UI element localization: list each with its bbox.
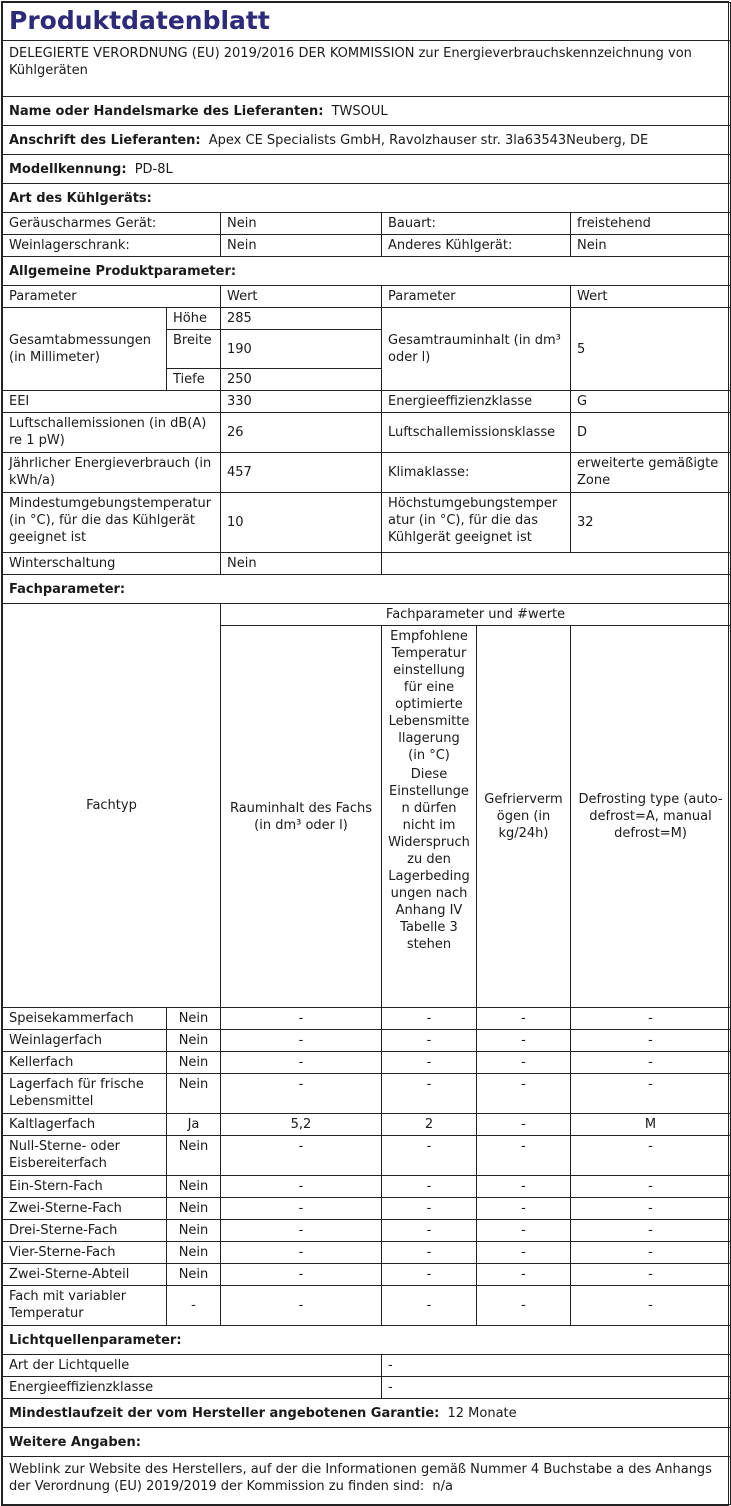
compartment-row (3, 1176, 731, 1198)
appliance-type-value: freistehend (571, 213, 731, 235)
compartment-temp: - (382, 1052, 477, 1074)
col-header-parameter: Parameter (3, 286, 221, 308)
compartment-defrost: - (571, 1136, 731, 1176)
dim-width-label: Breite (167, 330, 221, 369)
energy-class-label: Energieeffizienzklasse (382, 391, 571, 413)
compartment-row (3, 1242, 731, 1264)
compartment-volume: - (221, 1074, 382, 1114)
supplier-address-label: Anschrift des Lieferanten: (9, 132, 201, 148)
dim-height-label: Höhe (167, 308, 221, 330)
compartment-row (3, 1114, 731, 1136)
energy-consumption-label: Jährlicher Energieverbrauch (in kWh/a) (3, 453, 221, 493)
compartment-freeze: - (477, 1242, 571, 1264)
compartment-defrost: M (571, 1114, 731, 1136)
compartment-row (3, 1074, 731, 1114)
compartment-temp: - (382, 1264, 477, 1286)
compartment-name: Null-Sterne- oder Eisbereiterfach (3, 1136, 167, 1176)
compartment-volume: - (221, 1220, 382, 1242)
further-value: n/a (432, 1479, 453, 1494)
compartment-volume: - (221, 1052, 382, 1074)
dim-width-value: 190 (221, 330, 382, 369)
appliance-type-heading: Art des Kühlgeräts: (3, 184, 731, 213)
compartment-temp: 2 (382, 1114, 477, 1136)
compartment-present: Nein (167, 1220, 221, 1242)
compartment-defrost: - (571, 1286, 731, 1326)
light-type-value: - (382, 1355, 731, 1377)
compartment-temp: - (382, 1074, 477, 1114)
compartment-freeze: - (477, 1074, 571, 1114)
compartment-defrost: - (571, 1220, 731, 1242)
total-volume-value: 5 (571, 308, 731, 391)
col-defrost-header: Defrosting type (auto-defrost=A, manual defrost=M) (571, 626, 731, 1008)
compartment-row (3, 1030, 731, 1052)
further-heading: Weitere Angaben: (3, 1428, 731, 1457)
compartment-freeze: - (477, 1114, 571, 1136)
compartment-temp: - (382, 1030, 477, 1052)
compartment-name: Speisekammerfach (3, 1008, 167, 1030)
compartment-row (3, 1008, 731, 1030)
light-heading: Lichtquellenparameter: (3, 1326, 731, 1355)
energy-consumption-value: 457 (221, 453, 382, 493)
compartment-name: Ein-Stern-Fach (3, 1176, 167, 1198)
light-class-value: - (382, 1377, 731, 1399)
appliance-type-label: Weinlagerschrank: (3, 235, 221, 257)
col-temp-header-a: Empfohlene Temperatureinstellung für eine optimierte Lebensmittellagerung (in °C) (388, 629, 470, 763)
climate-class-label: Klimaklasse: (382, 453, 571, 493)
compartment-present: - (167, 1286, 221, 1326)
noise-class-label: Luftschallemissionsklasse (382, 413, 571, 453)
appliance-type-value: Nein (571, 235, 731, 257)
light-type-label: Art der Lichtquelle (3, 1355, 382, 1377)
dimensions-label: Gesamtabmessungen (in Millimeter) (3, 308, 167, 391)
compartment-present: Nein (167, 1242, 221, 1264)
appliance-type-label: Anderes Kühlgerät: (382, 235, 571, 257)
datasheet-table (2, 2, 731, 1505)
compartment-present: Nein (167, 1176, 221, 1198)
page-title: Produktdatenblatt (3, 3, 731, 41)
compartment-defrost: - (571, 1052, 731, 1074)
compartment-present: Nein (167, 1074, 221, 1114)
compartment-defrost: - (571, 1008, 731, 1030)
compartment-defrost: - (571, 1030, 731, 1052)
warranty-value: 12 Monate (447, 1405, 517, 1421)
compartment-name: Lagerfach für frische Lebensmittel (3, 1074, 167, 1114)
compartment-present: Nein (167, 1030, 221, 1052)
light-class-label: Energieeffizienzklasse (3, 1377, 382, 1399)
general-params-heading: Allgemeine Produktparameter: (3, 257, 731, 286)
compartment-temp: - (382, 1220, 477, 1242)
supplier-name-label: Name oder Handelsmarke des Lieferanten: (9, 103, 324, 119)
further-text: Weblink zur Website des Herstellers, auf der die Informationen gemäß Nummer 4 Buchstabe a des Anhangs der Verordnung (EU) 2019/2019 der Kommission zu finden sind: (9, 1462, 712, 1494)
compartment-name: Vier-Sterne-Fach (3, 1242, 167, 1264)
compartment-group-header: Fachparameter und #werte (221, 604, 731, 626)
compartment-freeze: - (477, 1176, 571, 1198)
compartment-defrost: - (571, 1198, 731, 1220)
compartment-temp: - (382, 1286, 477, 1326)
max-temp-value: 32 (571, 493, 731, 553)
compartment-volume: - (221, 1008, 382, 1030)
compartment-temp: - (382, 1008, 477, 1030)
product-datasheet (1, 1, 729, 1506)
compartment-defrost: - (571, 1242, 731, 1264)
model-label: Modellkennung: (9, 161, 127, 177)
compartment-present: Ja (167, 1114, 221, 1136)
compartment-name: Kaltlagerfach (3, 1114, 167, 1136)
compartment-present: Nein (167, 1136, 221, 1176)
dim-height-value: 285 (221, 308, 382, 330)
noise-class-value: D (571, 413, 731, 453)
compartment-present: Nein (167, 1264, 221, 1286)
col-header-value: Wert (571, 286, 731, 308)
col-header-value: Wert (221, 286, 382, 308)
compartment-volume: - (221, 1286, 382, 1326)
compartment-present: Nein (167, 1008, 221, 1030)
compartment-volume: - (221, 1198, 382, 1220)
winter-label: Winterschaltung (3, 553, 221, 575)
compartment-volume: - (221, 1136, 382, 1176)
compartment-freeze: - (477, 1052, 571, 1074)
climate-class-value: erweiterte gemäßigte Zone (571, 453, 731, 493)
compartment-row (3, 1286, 731, 1326)
compartment-type-header: Fachtyp (3, 604, 221, 1008)
max-temp-label: Höchstumgebungstemperatur (in °C), für die das Kühlgerät geeignet ist (382, 493, 571, 553)
compartment-freeze: - (477, 1030, 571, 1052)
appliance-type-label: Bauart: (382, 213, 571, 235)
min-temp-label: Mindestumgebungstemperatur (in °C), für die das Kühlgerät geeignet ist (3, 493, 221, 553)
compartment-present: Nein (167, 1052, 221, 1074)
compartment-freeze: - (477, 1008, 571, 1030)
model-row (3, 155, 731, 184)
min-temp-value: 10 (221, 493, 382, 553)
dim-depth-value: 250 (221, 369, 382, 391)
compartment-volume: - (221, 1242, 382, 1264)
col-temp-header-b: Diese Einstellungen dürfen nicht im Widerspruch zu den Lagerbedingungen nach Anhang IV Tabelle 3 stehen (388, 767, 470, 952)
compartment-name: Fach mit variabler Temperatur (3, 1286, 167, 1326)
compartment-volume: 5,2 (221, 1114, 382, 1136)
warranty-label: Mindestlaufzeit der vom Hersteller angebotenen Garantie: (9, 1405, 440, 1421)
compartment-name: Zwei-Sterne-Fach (3, 1198, 167, 1220)
winter-value: Nein (221, 553, 382, 575)
supplier-address-row (3, 126, 731, 155)
supplier-address-value: Apex CE Specialists GmbH, Ravolzhauser str. 3la63543Neuberg, DE (208, 132, 649, 148)
regulation-text: DELEGIERTE VERORDNUNG (EU) 2019/2016 DER KOMMISSION zur Energieverbrauchskennzeichnung von Kühlgeräten (3, 41, 731, 97)
supplier-name-row (3, 97, 731, 126)
compartment-row (3, 1264, 731, 1286)
further-text-row (3, 1457, 731, 1505)
compartment-present: Nein (167, 1198, 221, 1220)
compartment-name: Drei-Sterne-Fach (3, 1220, 167, 1242)
compartment-name: Kellerfach (3, 1052, 167, 1074)
eei-label: EEI (3, 391, 221, 413)
compartment-defrost: - (571, 1176, 731, 1198)
compartment-temp: - (382, 1198, 477, 1220)
compartment-defrost: - (571, 1074, 731, 1114)
compartment-temp: - (382, 1242, 477, 1264)
model-value: PD-8L (134, 161, 173, 177)
dim-depth-label: Tiefe (167, 369, 221, 391)
appliance-type-value: Nein (221, 213, 382, 235)
total-volume-label: Gesamtrauminhalt (in dm³ oder l) (382, 308, 571, 391)
col-volume-header: Rauminhalt des Fachs (in dm³ oder l) (221, 626, 382, 1008)
compartment-temp: - (382, 1176, 477, 1198)
col-temp-header (382, 626, 477, 1008)
compartment-freeze: - (477, 1264, 571, 1286)
compartment-name: Zwei-Sterne-Abteil (3, 1264, 167, 1286)
energy-class-value: G (571, 391, 731, 413)
warranty-row (3, 1399, 731, 1428)
noise-value: 26 (221, 413, 382, 453)
compartment-row (3, 1198, 731, 1220)
appliance-type-value: Nein (221, 235, 382, 257)
compartment-volume: - (221, 1176, 382, 1198)
noise-label: Luftschallemissionen (in dB(A) re 1 pW) (3, 413, 221, 453)
eei-value: 330 (221, 391, 382, 413)
compartment-freeze: - (477, 1198, 571, 1220)
compartment-heading: Fachparameter: (3, 575, 731, 604)
compartment-row (3, 1220, 731, 1242)
supplier-name-value: TWSOUL (331, 103, 388, 119)
empty-cell (382, 553, 731, 575)
appliance-type-label: Geräuscharmes Gerät: (3, 213, 221, 235)
col-freeze-header: Gefriervermögen (in kg/24h) (477, 626, 571, 1008)
compartment-volume: - (221, 1030, 382, 1052)
compartment-freeze: - (477, 1220, 571, 1242)
compartment-row (3, 1136, 731, 1176)
col-header-parameter: Parameter (382, 286, 571, 308)
compartment-name: Weinlagerfach (3, 1030, 167, 1052)
compartment-temp: - (382, 1136, 477, 1176)
compartment-freeze: - (477, 1286, 571, 1326)
compartment-defrost: - (571, 1264, 731, 1286)
compartment-rows (3, 1008, 731, 1326)
compartment-volume: - (221, 1264, 382, 1286)
compartment-freeze: - (477, 1136, 571, 1176)
compartment-row (3, 1052, 731, 1074)
